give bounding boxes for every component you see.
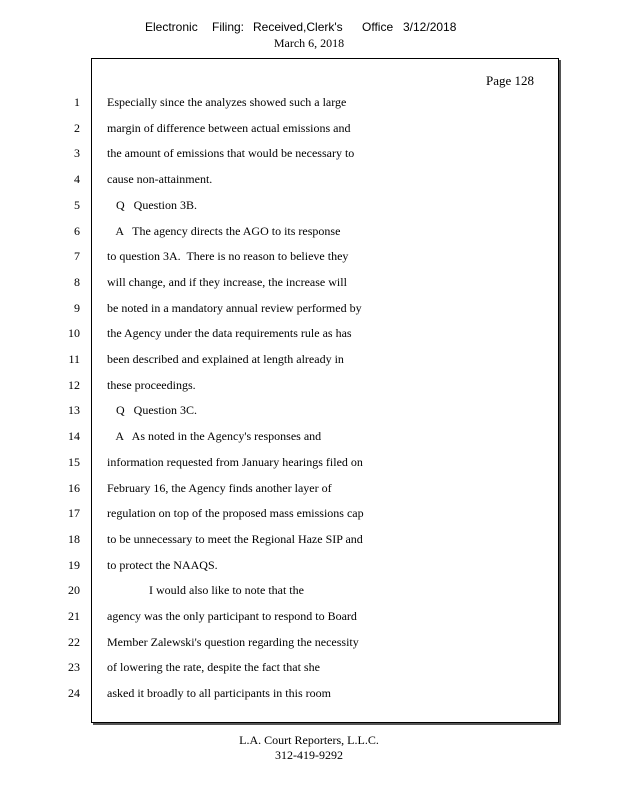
line-text: these proceedings. bbox=[107, 378, 196, 392]
filing-date: March 6, 2018 bbox=[273, 36, 345, 50]
line-number: 22 bbox=[68, 635, 80, 649]
line-number: 20 bbox=[68, 583, 80, 597]
line-number: 18 bbox=[68, 532, 80, 546]
footer-phone: 312-419-9292 bbox=[275, 748, 343, 762]
line-text: Especially since the analyzes showed such a large bbox=[107, 95, 347, 109]
line-number: 12 bbox=[68, 378, 80, 392]
line-text: regulation on top of the proposed mass emissions cap bbox=[107, 506, 364, 520]
line-text: agency was the only participant to respond to Board bbox=[107, 609, 357, 623]
line-text: to question 3A. There is no reason to believe they bbox=[107, 249, 349, 263]
line-number: 6 bbox=[74, 224, 80, 238]
page-number: Page 128 bbox=[485, 73, 534, 88]
line-text: asked it broadly to all participants in this room bbox=[107, 686, 331, 700]
line-text: will change, and if they increase, the increase will bbox=[107, 275, 347, 289]
line-number: 5 bbox=[74, 198, 80, 212]
line-text: the amount of emissions that would be necessary to bbox=[107, 146, 355, 160]
line-number: 24 bbox=[68, 686, 80, 700]
line-text: information requested from January hearings filed on bbox=[107, 455, 363, 469]
line-text: to protect the NAAQS. bbox=[107, 558, 218, 572]
line-text: Q Question 3C. bbox=[107, 403, 197, 417]
stamp-word: Office bbox=[362, 20, 394, 34]
line-number: 4 bbox=[74, 172, 80, 186]
line-number: 3 bbox=[74, 146, 80, 160]
line-number: 1 bbox=[74, 95, 80, 109]
stamp-word: Filing: bbox=[212, 20, 245, 34]
line-number: 23 bbox=[68, 660, 80, 674]
stamp-word: Electronic bbox=[145, 20, 198, 34]
line-number: 7 bbox=[74, 249, 80, 263]
line-text: be noted in a mandatory annual review performed by bbox=[107, 301, 362, 315]
line-number: 21 bbox=[68, 609, 80, 623]
line-number: 9 bbox=[74, 301, 80, 315]
line-number: 10 bbox=[68, 326, 80, 340]
line-text: A The agency directs the AGO to its response bbox=[107, 224, 341, 238]
line-text: Member Zalewski's question regarding the necessity bbox=[107, 635, 359, 649]
line-text: A As noted in the Agency's responses and bbox=[107, 429, 322, 443]
line-text: I would also like to note that the bbox=[107, 583, 304, 597]
stamp-word: Received,Clerk's bbox=[253, 20, 343, 34]
line-number: 2 bbox=[74, 121, 80, 135]
line-text: Q Question 3B. bbox=[107, 198, 197, 212]
footer-company: L.A. Court Reporters, L.L.C. bbox=[239, 733, 379, 747]
line-number: 15 bbox=[68, 455, 80, 469]
line-text: margin of difference between actual emissions and bbox=[107, 121, 351, 135]
line-number: 19 bbox=[68, 558, 80, 572]
filing-stamp bbox=[0, 20, 618, 36]
line-number: 14 bbox=[68, 429, 80, 443]
line-text: February 16, the Agency finds another layer of bbox=[107, 481, 332, 495]
line-text: to be unnecessary to meet the Regional Haze SIP and bbox=[107, 532, 363, 546]
stamp-word: 3/12/2018 bbox=[403, 20, 457, 34]
line-number: 13 bbox=[68, 403, 80, 417]
line-number: 16 bbox=[68, 481, 80, 495]
line-number: 8 bbox=[74, 275, 80, 289]
line-number: 11 bbox=[68, 352, 80, 366]
line-text: the Agency under the data requirements rule as has bbox=[107, 326, 352, 340]
line-text: cause non-attainment. bbox=[107, 172, 213, 186]
line-text: of lowering the rate, despite the fact that she bbox=[107, 660, 320, 674]
line-text: been described and explained at length already in bbox=[107, 352, 344, 366]
line-number: 17 bbox=[68, 506, 80, 520]
